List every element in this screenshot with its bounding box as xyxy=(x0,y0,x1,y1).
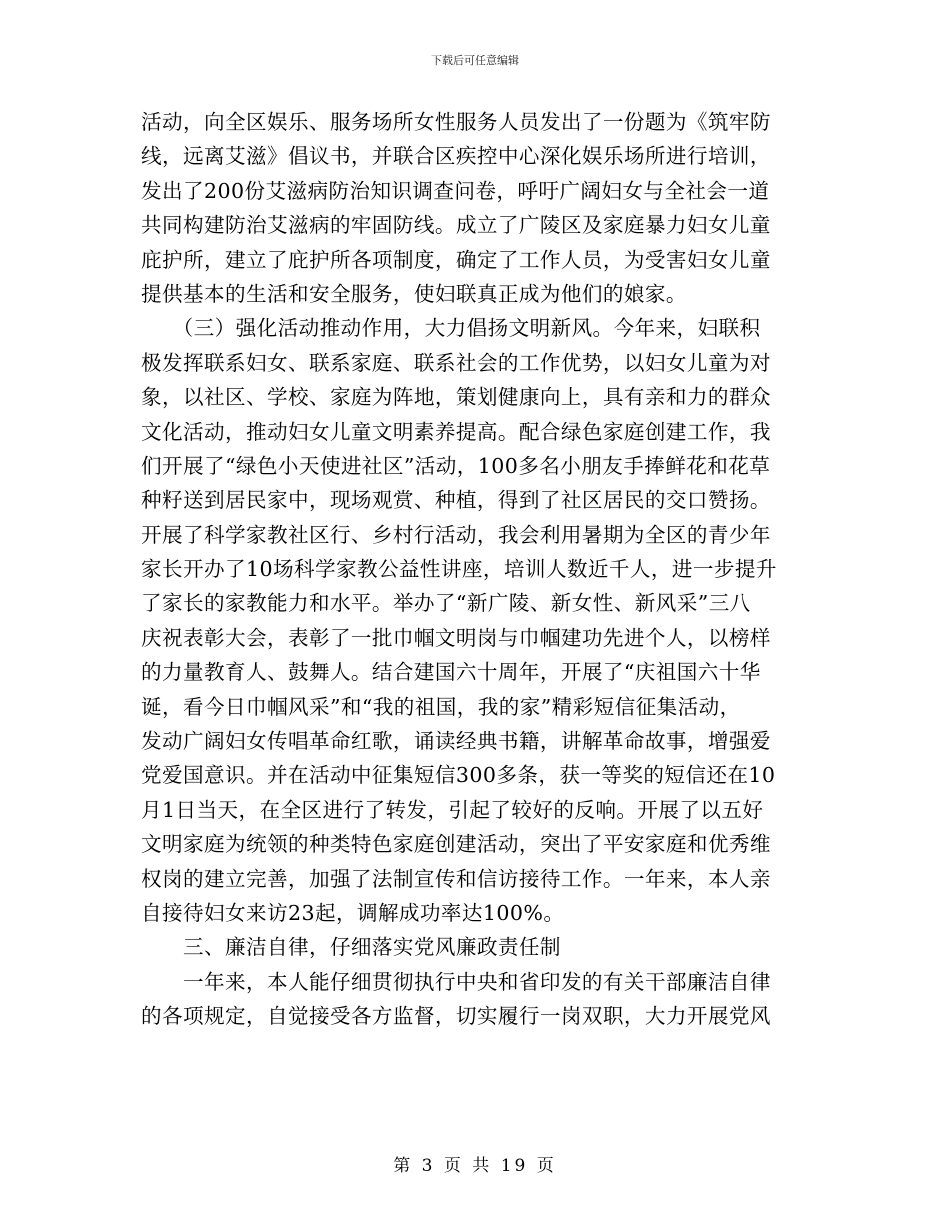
text-line: 了家长的家教能力和水平。举办了“新广陵、新女性、新风采”三八 xyxy=(141,591,751,616)
text-line: 庇护所，建立了庇护所各项制度，确定了工作人员，为受害妇女儿童 xyxy=(141,247,771,272)
text-line: 庆祝表彰大会，表彰了一批巾帼文明岗与巾帼建功先进个人，以榜样 xyxy=(141,625,771,650)
text-line: 提供基本的生活和安全服务，使妇联真正成为他们的娘家。 xyxy=(141,281,687,306)
text-line: 文明家庭为统领的种类特色家庭创建活动，突出了平安家庭和优秀维 xyxy=(141,832,771,857)
page-number-footer: 第 3 页 共 19 页 xyxy=(393,1156,557,1176)
text-line: 的各项规定，自觉接受各方监督，切实履行一岗双职，大力开展党风 xyxy=(141,1004,771,1029)
text-line: 线，远离艾滋》倡议书，并联合区疾控中心深化娱乐场所进行培训， xyxy=(141,144,771,169)
text-line: 发动广阔妇女传唱革命红歌，诵读经典书籍，讲解革命故事，增强爱 xyxy=(141,729,771,754)
page-header: 下载后可任意编辑 xyxy=(431,54,519,67)
text-line: 发出了200份艾滋病防治知识调查问卷，呼吁广阔妇女与全社会一道 xyxy=(141,178,770,203)
text-line: 权岗的建立完善，加强了法制宣传和信访接待工作。一年来，本人亲 xyxy=(141,866,771,891)
text-line: 家长开办了10场科学家教公益性讲座，培训人数近千人，进一步提升 xyxy=(141,557,777,582)
text-line: 极发挥联系妇女、联系家庭、联系社会的工作优势，以妇女儿童为对 xyxy=(141,350,771,375)
document-body xyxy=(141,105,811,1034)
text-line: 一年来，本人能仔细贯彻执行中央和省印发的有关干部廉洁自律 xyxy=(141,969,771,994)
text-line: 文化活动，推动妇女儿童文明素养提高。配合绿色家庭创建工作，我 xyxy=(141,419,771,444)
text-line: 象，以社区、学校、家庭为阵地，策划健康向上，具有亲和力的群众 xyxy=(141,385,771,410)
text-line: 共同构建防治艾滋病的牢固防线。成立了广陵区及家庭暴力妇女儿童 xyxy=(141,213,771,238)
text-line: 们开展了“绿色小天使进社区”活动，100多名小朋友手捧鲜花和花草 xyxy=(141,453,771,478)
text-line: 活动，向全区娱乐、服务场所女性服务人员发出了一份题为《筑牢防 xyxy=(141,110,771,134)
text-line: 党爱国意识。并在活动中征集短信300多条，获一等奖的短信还在10 xyxy=(141,763,776,788)
text-line: 开展了科学家教社区行、乡村行活动，我会利用暑期为全区的青少年 xyxy=(141,522,771,547)
section-heading: 三、廉洁自律，仔细落实党风廉政责任制 xyxy=(141,935,561,960)
text-line: 月1日当天，在全区进行了转发，引起了较好的反响。开展了以五好 xyxy=(141,797,764,822)
text-line: 种籽送到居民家中，现场观赏、种植，得到了社区居民的交口赞扬。 xyxy=(141,488,771,513)
text-line: 的力量教育人、鼓舞人。结合建国六十周年，开展了“庆祖国六十华 xyxy=(141,660,761,685)
text-line: 诞，看今日巾帼风采”和“我的祖国，我的家”精彩短信征集活动， xyxy=(141,694,741,719)
text-line: （三）强化活动推动作用，大力倡扬文明新风。今年来，妇联积 xyxy=(141,316,761,341)
text-line: 自接待妇女来访23起，调解成功率达100%。 xyxy=(141,900,565,925)
